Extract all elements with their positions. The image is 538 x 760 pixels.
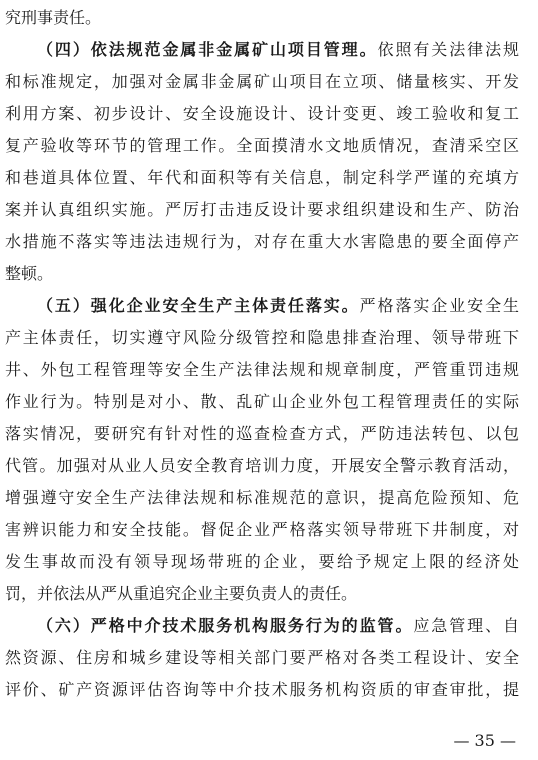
- text-line: [5, 514, 519, 546]
- text-line: [5, 162, 519, 194]
- line-text: 评价、矿产资源评估咨询等中介技术服务机构资质的审查审批，提: [5, 680, 519, 699]
- line-text: 复产验收等环节的管理工作。全面摸清水文地质情况，查清采空区: [5, 136, 519, 155]
- line-text: 罚，并依法从严从重追究企业主要负责人的责任。: [5, 584, 358, 603]
- line-text: 产主体责任，切实遵守风险分级管控和隐患排查治理、领导带班下: [5, 328, 519, 347]
- line-text: 害辨识能力和安全技能。督促企业严格落实领导带班下井制度，对: [5, 520, 519, 539]
- line-text: 井、外包工程管理等安全生产法律法规和规章制度，严管重罚违规: [5, 360, 519, 379]
- text-line: [5, 66, 519, 98]
- section-heading: （五）强化企业安全生产主体责任落实。: [37, 296, 360, 315]
- line-text: 和巷道具体位置、年代和面积等有关信息，制定科学严谨的充填方: [5, 168, 519, 187]
- body-text: [5, 2, 519, 706]
- text-line: [5, 290, 519, 322]
- line-text: 作业行为。特别是对小、散、乱矿山企业外包工程管理责任的实际: [5, 392, 519, 411]
- page-number: — 35 —: [453, 731, 516, 750]
- line-text: 应急管理、自: [413, 616, 519, 635]
- text-line: [5, 2, 519, 34]
- text-line: [5, 674, 519, 706]
- text-line: [5, 354, 519, 386]
- section-heading: （六）严格中介技术服务机构服务行为的监管。: [37, 616, 414, 635]
- text-line: [5, 386, 519, 418]
- section-heading: （四）依法规范金属非金属矿山项目管理。: [37, 40, 378, 59]
- line-text: 案并认真组织实施。严厉打击违反设计要求组织建设和生产、防治: [5, 200, 519, 219]
- text-line: [5, 194, 519, 226]
- line-text: 增强遵守安全生产法律法规和标准规范的意识，提高危险预知、危: [5, 488, 519, 507]
- text-line: [5, 450, 519, 482]
- text-line: [5, 578, 519, 610]
- text-line: [5, 642, 519, 674]
- text-line: [5, 226, 519, 258]
- text-line: [5, 610, 519, 642]
- line-text: 代管。加强对从业人员安全教育培训力度，开展安全警示教育活动，: [5, 456, 519, 475]
- text-line: [5, 258, 519, 290]
- line-text: 和标准规定，加强对金属非金属矿山项目在立项、储量核实、开发: [5, 72, 519, 91]
- line-text: 究刑事责任。: [5, 8, 102, 27]
- text-line: [5, 482, 519, 514]
- text-line: [5, 418, 519, 450]
- text-line: [5, 130, 519, 162]
- line-text: 依照有关法律法规: [377, 40, 519, 59]
- line-text: 水措施不落实等违法违规行为，对存在重大水害隐患的要全面停产: [5, 232, 519, 251]
- line-text: 整顿。: [5, 264, 54, 283]
- line-text: 严格落实企业安全生: [359, 296, 519, 315]
- text-line: [5, 34, 519, 66]
- text-line: [5, 322, 519, 354]
- line-text: 发生事故而没有领导现场带班的企业，要给予规定上限的经济处: [5, 552, 519, 571]
- line-text: 落实情况，要研究有针对性的巡查检查方式，严防违法转包、以包: [5, 424, 519, 443]
- line-text: 利用方案、初步设计、安全设施设计、设计变更、竣工验收和复工: [5, 104, 519, 123]
- text-line: [5, 546, 519, 578]
- line-text: 然资源、住房和城乡建设等相关部门要严格对各类工程设计、安全: [5, 648, 519, 667]
- text-line: [5, 98, 519, 130]
